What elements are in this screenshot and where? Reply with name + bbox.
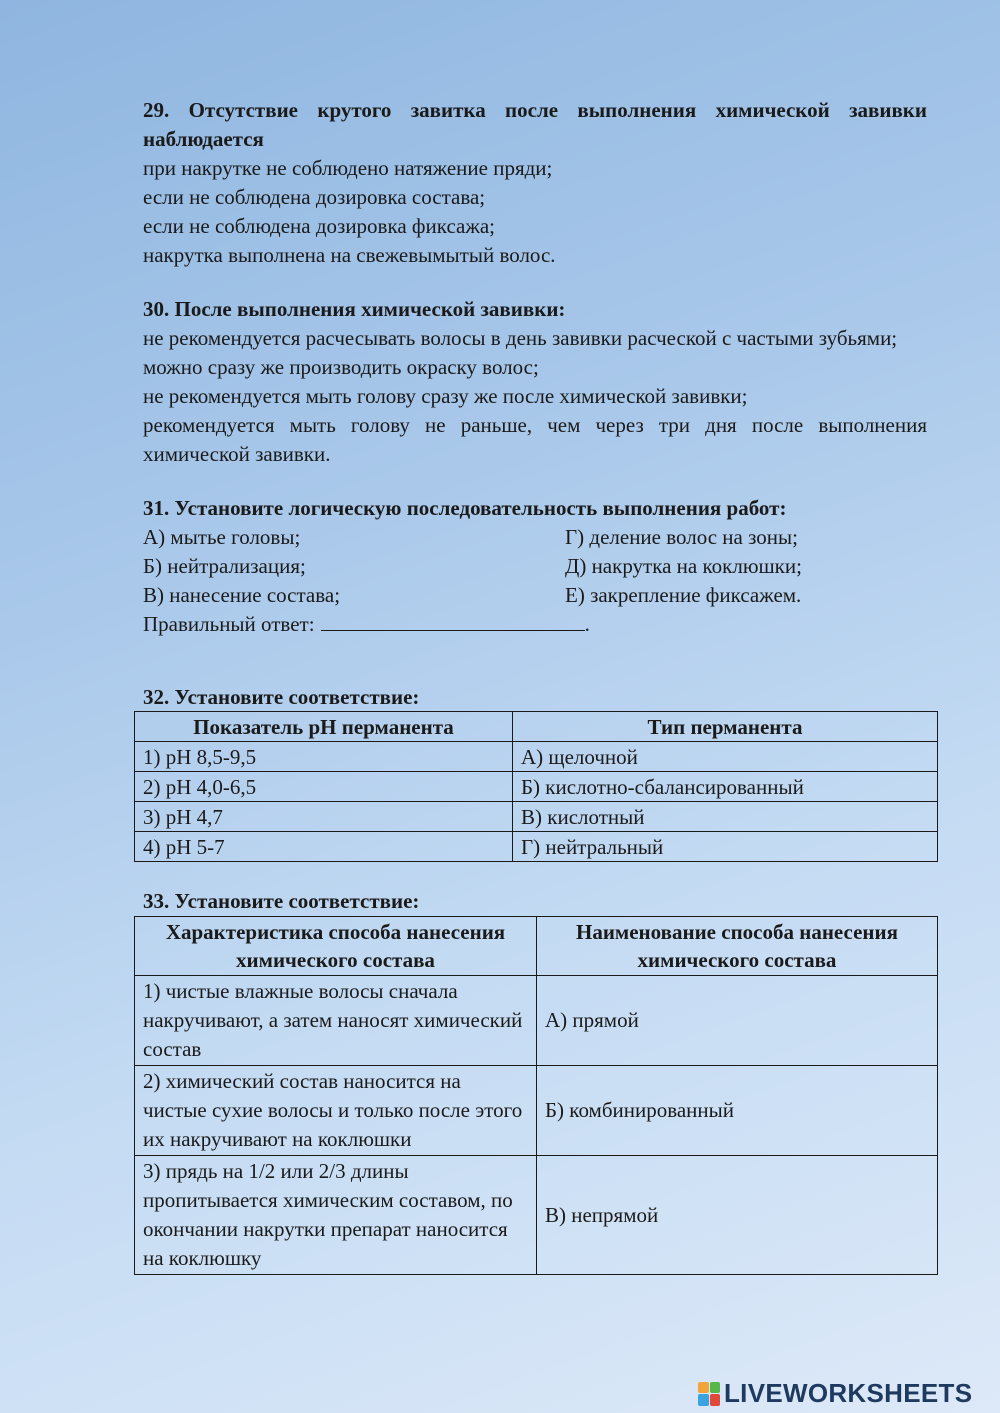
table-row [135,742,938,772]
question-33-title: 33. Установите соответствие: [143,889,420,913]
table-cell: В) непрямой [537,1156,938,1275]
q29-option: при накрутке не соблюдено натяжение пряди; [143,156,553,180]
q31-option: Б) нейтрализация; [143,554,306,578]
table-row [135,802,938,832]
q31-option: Е) закрепление фиксажем. [565,583,802,607]
table-row [135,832,938,862]
question-32-table [134,711,938,862]
question-31 [143,494,927,639]
q30-option: рекомендуется мыть голову не раньше, чем через три дня после выполнения химической завивки. [143,413,927,466]
table-cell: Б) кислотно-сбалансированный [513,772,938,802]
q30-option: можно сразу же производить окраску волос; [143,355,539,379]
logo-square [698,1382,709,1394]
table-header-row [135,712,938,742]
liveworksheets-logo-icon [698,1382,720,1406]
question-30-title: 30. После выполнения химической завивки: [143,297,566,321]
q31-option: Д) накрутка на коклюшки; [565,554,802,578]
question-31-title: 31. Установите логическую последовательность выполнения работ: [143,496,787,520]
question-32-title: 32. Установите соответствие: [143,685,420,709]
table-row [135,1156,938,1275]
table-cell: 3) рН 4,7 [135,802,513,832]
q31-answer-label: Правильный ответ: [143,612,315,636]
table-row [135,772,938,802]
table-cell: 2) рН 4,0-6,5 [135,772,513,802]
table-cell: 2) химический состав наносится на чистые сухие волосы и только после этого их накручивают на коклюшки [135,1066,537,1156]
q31-options-row [143,523,927,552]
table-cell: 1) рН 8,5-9,5 [135,742,513,772]
table-cell: В) кислотный [513,802,938,832]
question-33-table [134,916,938,1275]
q31-options-row [143,581,927,610]
table-header-row [135,917,938,976]
q30-option: не рекомендуется расчесывать волосы в день завивки расческой с частыми зубьями; [143,326,898,350]
question-30 [143,295,927,469]
logo-square [710,1382,721,1394]
table-cell: 1) чистые влажные волосы сначала накручивают, а затем наносят химический состав [135,976,537,1066]
q31-options-row [143,552,927,581]
table-row [135,976,938,1066]
q30-option: не рекомендуется мыть голову сразу же после химической завивки; [143,384,748,408]
q29-option: если не соблюдена дозировка состава; [143,185,486,209]
q31-answer [143,610,927,639]
q31-option: В) нанесение состава; [143,583,341,607]
q31-option: А) мытье головы; [143,525,301,549]
q31-option: Г) деление волос на зоны; [565,525,798,549]
table-cell: Г) нейтральный [513,832,938,862]
q31-answer-blank[interactable] [321,610,585,631]
table-cell: А) щелочной [513,742,938,772]
liveworksheets-logo[interactable] [698,1378,972,1409]
table-cell: А) прямой [537,976,938,1066]
worksheet-content [143,96,927,664]
table-cell: Б) комбинированный [537,1066,938,1156]
q29-option: накрутка выполнена на свежевымытый волос. [143,243,556,267]
logo-square [710,1394,721,1406]
table-cell: 4) рН 5-7 [135,832,513,862]
table-row [135,1066,938,1156]
table-cell: 3) прядь на 1/2 или 2/3 длины пропитывается химическим составом, по окончании накрутки препарат наносится на коклюшку [135,1156,537,1275]
question-29-title: 29. Отсутствие крутого завитка после выполнения химической завивки наблюдается [143,98,927,151]
q31-answer-end: . [584,612,590,636]
table-header: Тип перманента [513,712,938,742]
question-29 [143,96,927,270]
table-header: Показатель pH перманента [135,712,513,742]
logo-text: LIVEWORKSHEETS [724,1378,973,1408]
table-header: Характеристика способа нанесения химического состава [135,917,537,976]
logo-square [698,1394,709,1406]
q29-option: если не соблюдена дозировка фиксажа; [143,214,496,238]
table-header: Наименование способа нанесения химического состава [537,917,938,976]
